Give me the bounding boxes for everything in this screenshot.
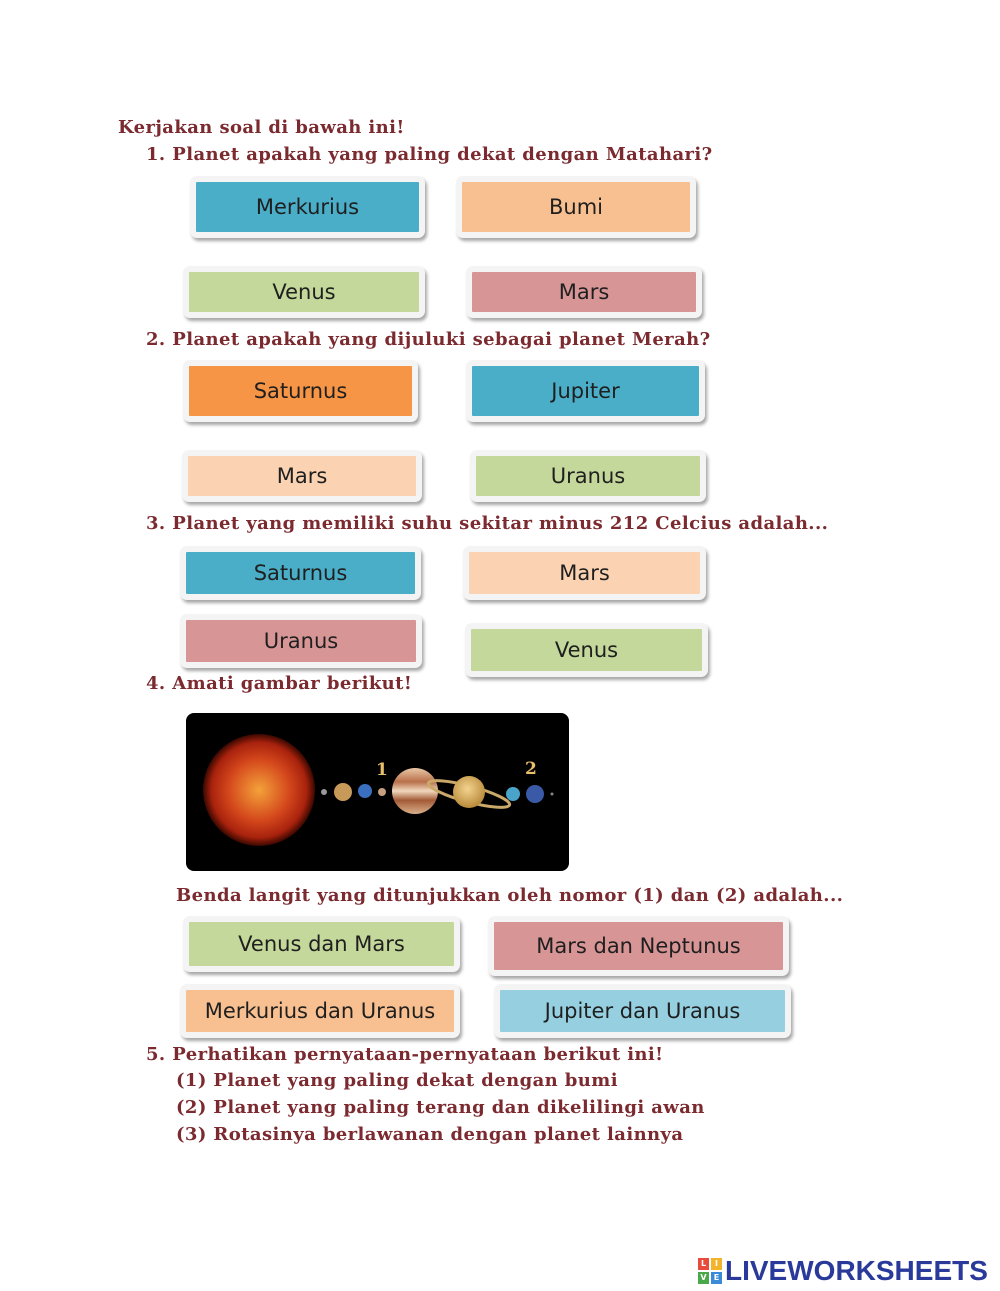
q3-option-saturnus[interactable]: Saturnus xyxy=(180,546,421,600)
question-3 xyxy=(146,513,828,535)
question-1-number: 1. xyxy=(146,144,166,165)
earth-icon xyxy=(358,784,372,798)
question-1 xyxy=(146,144,713,166)
question-5-number: 5. xyxy=(146,1044,166,1065)
question-2-text: Planet apakah yang dijuluki sebagai planet Merah? xyxy=(172,329,711,350)
q2-option-jupiter[interactable]: Jupiter xyxy=(466,360,705,422)
mercury-icon xyxy=(321,789,327,795)
q1-option-mars[interactable]: Mars xyxy=(466,266,702,318)
saturn-icon xyxy=(453,776,485,808)
instruction-heading: Kerjakan soal di bawah ini! xyxy=(118,117,405,138)
question-2 xyxy=(146,329,711,351)
q2-option-uranus[interactable]: Uranus xyxy=(470,450,706,502)
statement-1: (1) Planet yang paling dekat dengan bumi xyxy=(176,1070,618,1091)
q4-option-merkurius-dan-uranus[interactable]: Merkurius dan Uranus xyxy=(180,984,460,1038)
question-4 xyxy=(146,673,412,695)
question-5 xyxy=(146,1044,663,1066)
sun-icon xyxy=(203,734,315,846)
neptune-icon xyxy=(526,785,544,803)
statement-3: (3) Rotasinya berlawanan dengan planet lainnya xyxy=(176,1124,684,1145)
image-label-1: 1 xyxy=(376,760,388,780)
q2-option-mars[interactable]: Mars xyxy=(182,450,422,502)
statement-2: (2) Planet yang paling terang dan dikelilingi awan xyxy=(176,1097,705,1118)
question-2-number: 2. xyxy=(146,329,166,350)
q2-option-saturnus[interactable]: Saturnus xyxy=(183,360,418,422)
mars-icon xyxy=(378,788,386,796)
liveworksheets-logo xyxy=(698,1257,988,1285)
q3-option-mars[interactable]: Mars xyxy=(463,546,706,600)
q3-option-venus[interactable]: Venus xyxy=(465,623,708,677)
logo-icon: L I V E xyxy=(698,1258,722,1284)
q1-option-merkurius[interactable]: Merkurius xyxy=(190,176,425,238)
image-label-2: 2 xyxy=(525,759,537,779)
question-3-text: Planet yang memiliki suhu sekitar minus 212 Celcius adalah... xyxy=(172,513,829,534)
uranus-icon xyxy=(506,787,520,801)
q1-option-bumi[interactable]: Bumi xyxy=(456,176,696,238)
question-4-text: Amati gambar berikut! xyxy=(172,673,413,694)
q3-option-uranus[interactable]: Uranus xyxy=(180,614,422,668)
q4-option-mars-dan-neptunus[interactable]: Mars dan Neptunus xyxy=(488,916,789,976)
logo-text: LIVEWORKSHEETS xyxy=(725,1255,988,1286)
q1-option-venus[interactable]: Venus xyxy=(183,266,425,318)
q4-option-jupiter-dan-uranus[interactable]: Jupiter dan Uranus xyxy=(494,984,791,1038)
question-4-subtext: Benda langit yang ditunjukkan oleh nomor (1) dan (2) adalah... xyxy=(176,885,844,906)
question-5-text: Perhatikan pernyataan-pernyataan berikut ini! xyxy=(172,1044,664,1065)
pluto-icon xyxy=(551,793,554,796)
jupiter-icon xyxy=(392,768,438,814)
q4-option-venus-dan-mars[interactable]: Venus dan Mars xyxy=(183,916,460,972)
venus-icon xyxy=(334,783,352,801)
question-3-number: 3. xyxy=(146,513,166,534)
solar-system-image xyxy=(186,713,569,871)
question-1-text: Planet apakah yang paling dekat dengan Matahari? xyxy=(172,144,713,165)
question-4-number: 4. xyxy=(146,673,166,694)
